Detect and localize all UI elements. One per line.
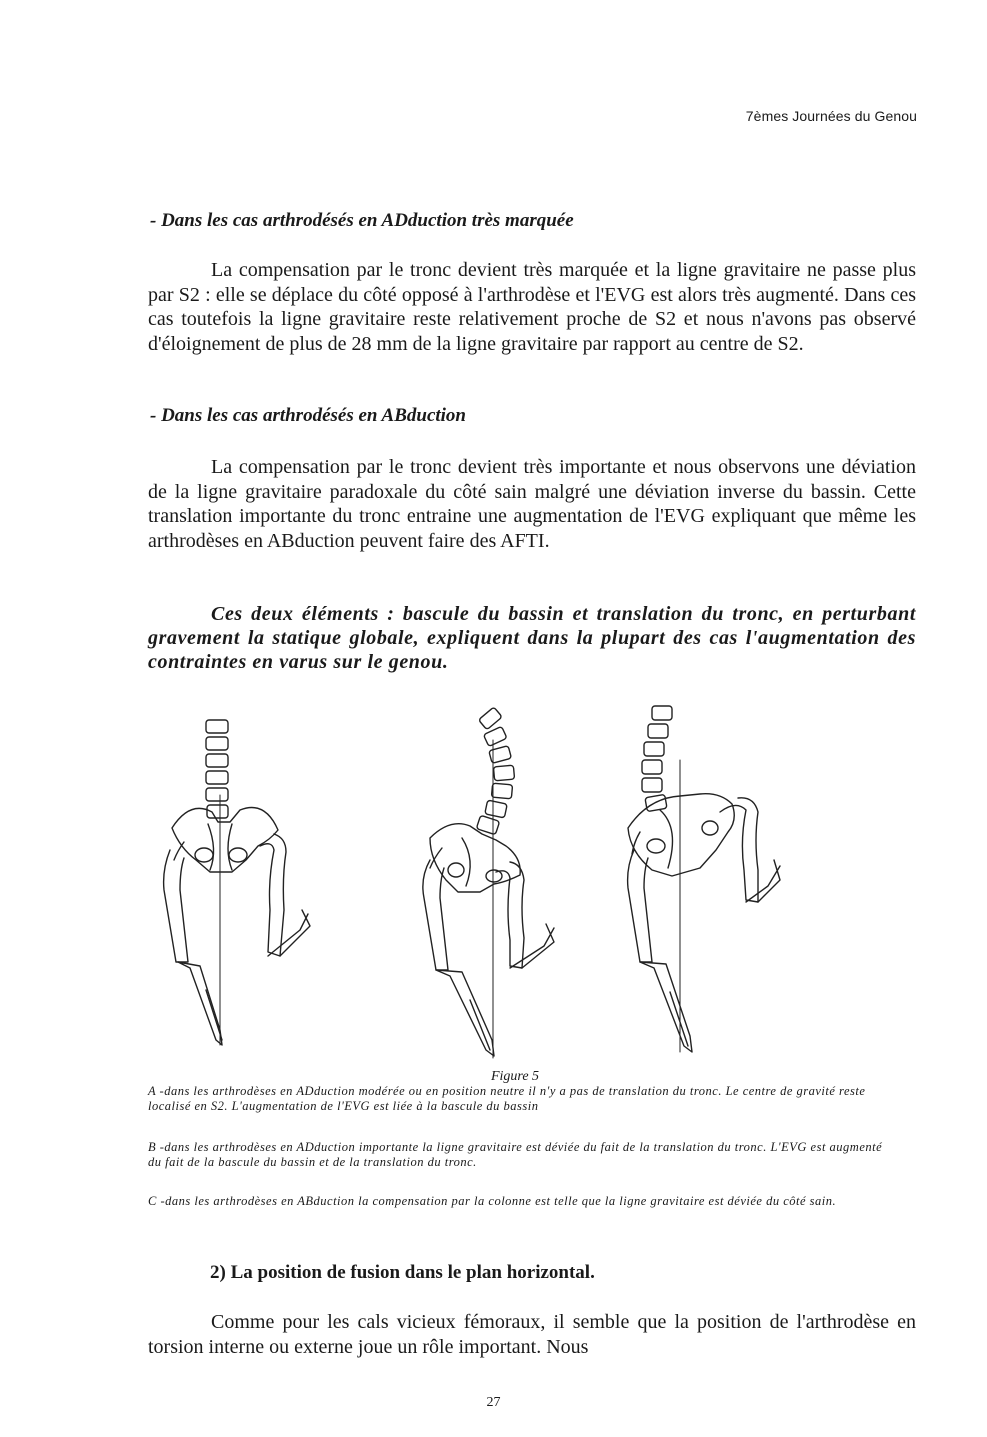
figure-caption-b: B -dans les arthrodèses en ADduction importante la ligne gravitaire est déviée du fait de la translation du tronc. L'EVG est augmenté du fait de la bascule du bassin et de la translation du tronc.: [148, 1140, 883, 1169]
section-heading: 2) La position de fusion dans le plan horizontal.: [210, 1262, 595, 1283]
adduction-heading: - Dans les cas arthrodésés en ADduction très marquée: [150, 210, 574, 231]
skeleton-b-drawing: [423, 707, 554, 1058]
abduction-paragraph: La compensation par le tronc devient très importante et nous observons une déviation de la ligne gravitaire paradoxale du côté sain malgré une déviation inverse du bassin. Cette translation importante du tronc entraine une augmentation de l'EVG expliquant que même les arthrodèses en ABduction peuvent faire des AFTI.: [148, 456, 916, 552]
skeleton-a-drawing: [164, 720, 310, 1045]
figure-caption-c: C -dans les arthrodèses en ABduction la compensation par la colonne est telle que la ligne gravitaire est déviée du côté sain.: [148, 1194, 837, 1208]
page-number: 27: [486, 1395, 501, 1410]
figure-caption-a: A -dans les arthrodèses en ADduction modérée ou en position neutre il n'y a pas de translation du tronc. Le centre de gravité reste localisé en S2. L'augmentation de l'EVG est liée à la bascule du bassin: [148, 1084, 866, 1113]
abduction-heading: - Dans les cas arthrodésés en ABduction: [150, 405, 466, 426]
horizontal-plane-paragraph: Comme pour les cals vicieux fémoraux, il semble que la position de l'arthrodèse en torsion interne ou externe joue un rôle important. Nous: [148, 1311, 916, 1358]
skeleton-c-drawing: [628, 706, 780, 1052]
figure-title: Figure 5: [490, 1069, 540, 1084]
conclusion-paragraph: Ces deux éléments : bascule du bassin et translation du tronc, en perturbant gravement la statique globale, expliquent dans la plupart des cas l'augmentation des contraintes en varus sur le genou.: [148, 603, 916, 673]
adduction-paragraph: La compensation par le tronc devient très marquée et la ligne gravitaire ne passe plus par S2 : elle se déplace du côté opposé à l'arthrodèse et l'EVG est alors très augmenté. Dans ces cas toutefois la ligne gravitaire reste relativement proche de S2 et nous n'avons pas observé d'éloignement de plus de 28 mm de la ligne gravitaire par rapport au centre de S2.: [148, 259, 916, 355]
figure-5-illustration: [140, 700, 800, 1065]
running-header: 7èmes Journées du Genou: [745, 108, 917, 124]
